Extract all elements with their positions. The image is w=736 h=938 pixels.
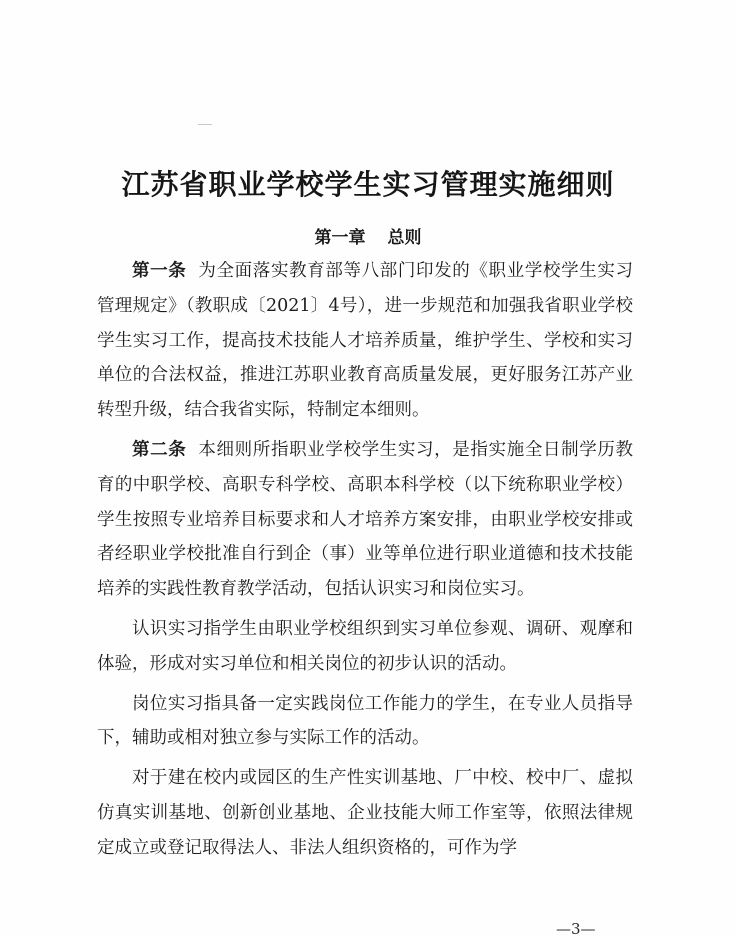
chapter-name: 总则 [387,228,422,248]
chapter-heading [0,226,736,250]
scan-mark [198,124,212,125]
paragraph-text: 为全面落实教育部等八部门印发的《职业学校学生实习管理规定》（教职成〔2021〕4号），进一步规范和加强我省职业学校学生实习工作，提高技术技能人才培养质量，维护学生、学校和实习单位的合法权益，推进江苏职业教育高质量发展，更好服务江苏产业转型升级，结合我省实际，特制定本细则。 [97,261,634,421]
article-label: 第二条 [132,439,187,460]
page-number: —3— [556,920,596,938]
paragraph-text: 岗位实习指具备一定实践岗位工作能力的学生，在专业人员指导下，辅助或相对独立参与实际工作的活动。 [97,693,633,749]
body-paragraph [97,687,633,757]
document-title: 江苏省职业学校学生实习管理实施细则 [121,167,615,201]
article-paragraph [97,254,633,428]
document-body [97,254,633,871]
article-label: 第一条 [132,261,187,281]
body-paragraph [97,761,633,865]
article-paragraph [97,433,633,607]
paragraph-text: 对于建在校内或园区的生产性实训基地、厂中校、校中厂、虚拟仿真实训基地、创新创业基地、企业技能大师工作室等，依照法律规定成立或登记取得法人、非法人组织资格的，可作为学 [97,768,633,858]
chapter-label: 第一章 [314,228,366,248]
paragraph-text: 本细则所指职业学校学生实习，是指实施全日制学历教育的中职学校、高职专科学校、高职本科学校（以下统称职业学校）学生按照专业培养目标要求和人才培养方案安排，由职业学校安排或者经职业学校批准自行到企（事）业等单位进行职业道德和技术技能培养的实践性教育教学活动，包括认识实习和岗位实习。 [97,439,634,600]
body-paragraph [97,612,633,682]
paragraph-text: 认识实习指学生由职业学校组织到实习单位参观、调研、观摩和体验，形成对实习单位和相关岗位的初步认识的活动。 [97,618,633,674]
